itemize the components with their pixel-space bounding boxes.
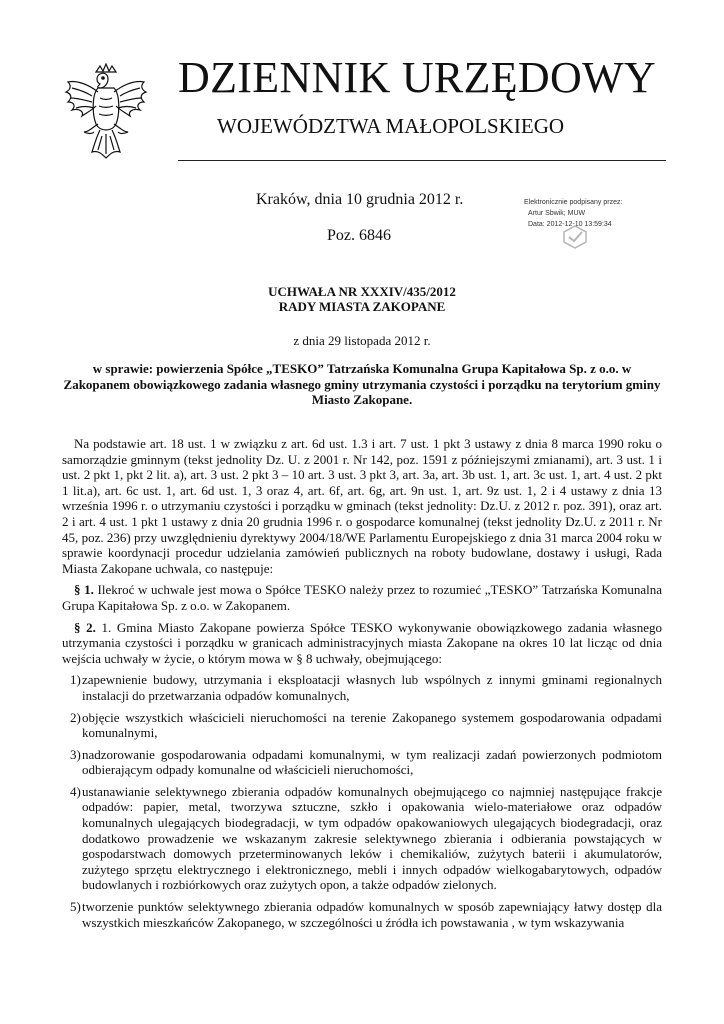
electronic-signature [524,197,674,265]
act-title-line2: RADY MIASTA ZAKOPANE [278,299,446,314]
list-item-text: zapewnienie budowy, utrzymania i eksploatacji własnych lub wspólnych z innymi gminami regionalnych instalacji do przetwarzania odpadów komunalnych, [82,672,662,703]
paragraph-2-text: 1. Gmina Miasto Zakopane powierza Spółce TESKO wykonywanie obowiązkowego zadania własnego utrzymania czystości i porządku w granicach administracyjnych miasta Zakopane na okres 10 lat licząc od dnia wejścia uchwały w życie, o którym mowa w § 8 uchwały, obejmującego: [62,619,662,666]
list-item [62,672,662,703]
place-date: Kraków, dnia 10 grudnia 2012 r. [256,191,464,208]
act-date: z dnia 29 listopada 2012 r. [293,333,431,348]
list-item-number: 2) [70,709,81,725]
list-item-text: ustanawianie selektywnego zbierania odpadów komunalnych obejmującego co najmniej następujące frakcje odpadów: papier, metal, tworzywa sztuczne, szkło i opakowania wielo-materiałowe oraz odpadów komunalnych ulegających biodegradacji, w tym odpadów opakowaniowych ulegających biodegradacji, oraz dodatkowo prowadzenie we wskazanym zakresie selektywnego zbierania i odbierania powstających w gospodarstwach domowych przeterminowanych leków i chemikaliów, zużytych baterii i akumulatorów, zużytego sprzętu elektrycznego i elektronicznego, mebli i innych odpadów wielkogabarytowych, odpadów budowlanych i rozbiórkowych oraz zużytych opon, a także odpadów zielonych. [82,783,662,893]
position-number: Poz. 6846 [327,227,391,244]
list-item-number: 1) [70,672,81,688]
list-item-number: 3) [70,746,81,762]
list-item [62,710,662,741]
list-item [62,747,662,778]
act-subject: w sprawie: powierzenia Spółce „TESKO” Tatrzańska Komunalna Grupa Kapitałowa Sp. z o.o. w Zakopanem obowiązkowego zadania własnego gminy utrzymania czystości i porządku na terytorium gminy Miasto Zakopane. [63,361,661,407]
list-item-number: 4) [70,783,81,799]
paragraph-2 [62,620,662,667]
signature-check-icon [560,222,590,252]
eagle-emblem-icon [62,62,150,170]
list-item-text: objęcie wszystkich właścicieli nieruchomości na terenie Zakopanego systemem gospodarowania odpadami komunalnymi, [82,709,662,741]
list-item-text: tworzenie punktów selektywnego zbierania odpadów komunalnych w sposób zapewniający łatwy dostęp dla wszystkich mieszkańców Zakopanego, w szczególności u źródła ich powstawania , w tym wskazywania [82,899,662,930]
journal-title: DZIENNIK URZĘDOWY [178,53,656,102]
signature-date: Data: 2012-12-10 13:59:34 [528,221,612,228]
paragraph-1-text: Ilekroć w uchwale jest mowa o Spółce TESKO należy przez to rozumieć „TESKO” Tatrzańska Komunalna Grupa Kapitałowa Sp. z o.o. w Zakopanem. [62,582,662,613]
header-divider [178,160,666,161]
act-body [62,436,662,936]
journal-subtitle: WOJEWÓDZTWA MAŁOPOLSKIEGO [217,114,565,138]
list-item [62,784,662,893]
list-item-text: nadzorowanie gospodarowania odpadami komunalnymi, w tym realizacji zadań powierzonych podmiotom odbierającym odpady komunalne od właścicieli nieruchomości, [82,746,662,778]
list-item [62,899,662,930]
signature-label: Elektronicznie podpisany przez: [524,199,623,206]
preamble: Na podstawie art. 18 ust. 1 w związku z art. 6d ust. 1.3 i art. 7 ust. 1 pkt 3 ustawy z dnia 8 marca 1990 roku o samorządzie gminnym (tekst jednolity Dz. U. z 2001 r. Nr 142, poz. 1591 z późniejszymi zmianami), art. 3 ust. 1 i ust. 2 pkt 1, pkt 2 lit. a), art. 3 ust. 2 pkt 3 – 10 art. 3 ust. 3 pkt 3, art. 3a, art. 3b ust. 1, art. 3c ust. 1, art. 4 ust. 2 pkt 1 lit.a), art. 6c ust. 1, art. 6d ust. 1, 3 oraz 4, art. 6f, art. 6g, art. 9n ust. 1, art. 9z ust. 1, 2 i 4 ustawy z dnia 13 września 1996 r. o utrzymaniu czystości i porządku w gminach (tekst jednolity: Dz.U. z 2012 r. poz. 391), oraz art. 2 i art. 4 ust. 1 pkt 1 ustawy z dnia 20 grudnia 1996 r. o gospodarce komunalnej (tekst jednolity Dz.U. z 2011 r. Nr 45, poz. 236) przy uwzględnieniu dyrektywy 2004/18/WE Parlamentu Europejskiego z dnia 31 marca 2004 roku w sprawie koordynacji procedur udzielania zamówień publicznych na roboty budowlane, dostawy i usługi, Rada Miasta Zakopane uchwala, co następuje: [62,436,662,576]
signature-signer: Artur Sbwik; MUW [528,210,586,217]
list-item-number: 5) [70,899,81,915]
paragraph-2-label: § 2. [74,619,96,635]
paragraph-1 [62,582,662,613]
act-title-line1: UCHWAŁA NR XXXIV/435/2012 [268,284,456,299]
task-list [62,672,662,930]
paragraph-1-label: § 1. [74,582,94,598]
